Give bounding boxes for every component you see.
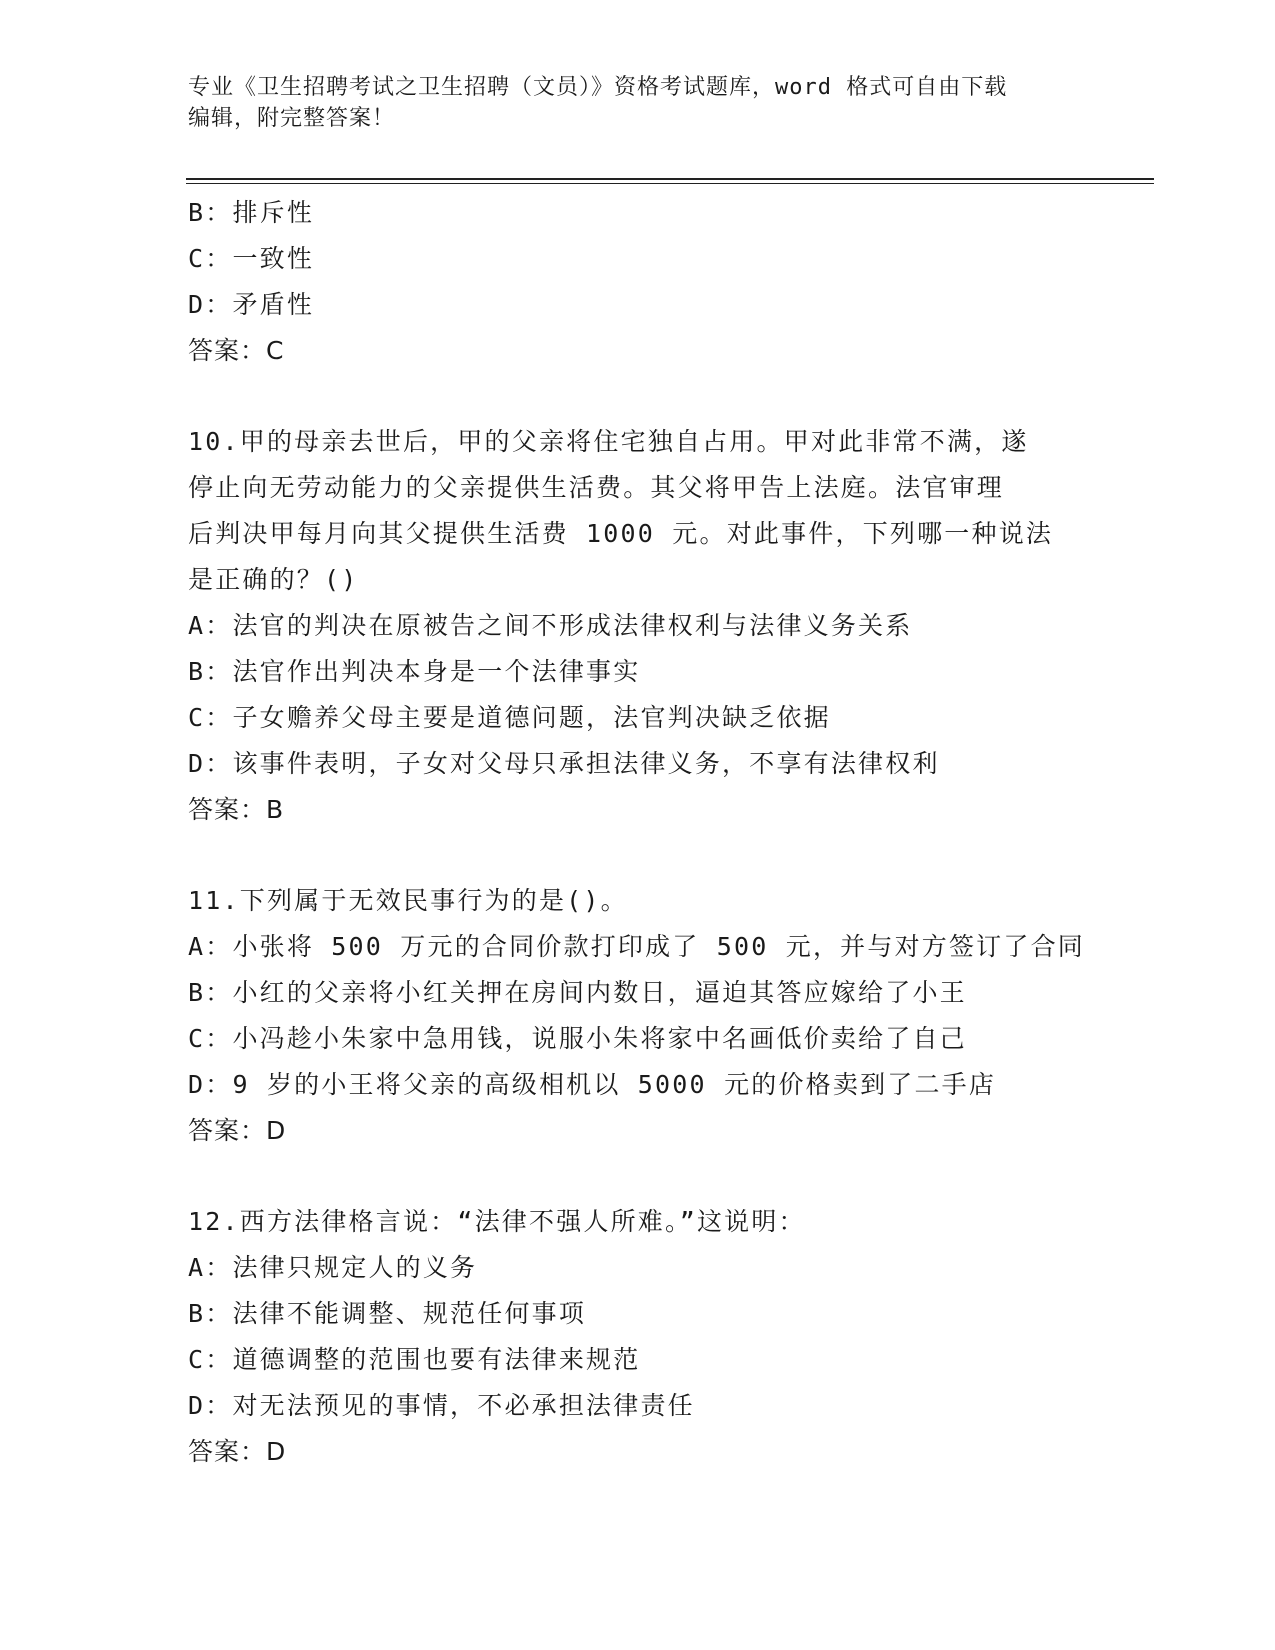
answer-line: 答案：D xyxy=(188,1437,287,1466)
question-9-tail xyxy=(188,190,1108,374)
option-b: B：法官作出判决本身是一个法律事实 xyxy=(188,657,641,686)
option-d: D：9 岁的小王将父亲的高级相机以 5000 元的价格卖到了二手店 xyxy=(188,1070,997,1099)
option-c: C：道德调整的范围也要有法律来规范 xyxy=(188,1345,641,1374)
option-a: A：法律只规定人的义务 xyxy=(188,1253,478,1282)
header-divider-thick xyxy=(186,178,1154,180)
header-line-2: 编辑，附完整答案！ xyxy=(188,106,396,131)
question-stem-line: 10.甲的母亲去世后，甲的父亲将住宅独自占用。甲对此非常不满，遂 xyxy=(188,427,1029,456)
option-d: D：该事件表明，子女对父母只承担法律义务，不享有法律权利 xyxy=(188,749,940,778)
option-c: C：小冯趁小朱家中急用钱，说服小朱将家中名画低价卖给了自己 xyxy=(188,1024,967,1053)
question-stem-line: 停止向无劳动能力的父亲提供生活费。其父将甲告上法庭。法官审理 xyxy=(188,473,1005,502)
answer-line: 答案：B xyxy=(188,795,285,824)
answer-line: 答案：D xyxy=(188,1116,287,1145)
question-content xyxy=(188,190,1108,1475)
header-line-1: 专业《卫生招聘考试之卫生招聘（文员）》资格考试题库，word 格式可自由下载 xyxy=(188,75,1008,100)
question-stem-line: 后判决甲每月向其父提供生活费 1000 元。对此事件，下列哪一种说法 xyxy=(188,519,1054,548)
option-c: C：一致性 xyxy=(188,244,315,273)
option-b: B：小红的父亲将小红关押在房间内数日，逼迫其答应嫁给了小王 xyxy=(188,978,967,1007)
answer-line: 答案：C xyxy=(188,336,285,365)
option-a: A：小张将 500 万元的合同价款打印成了 500 元，并与对方签订了合同 xyxy=(188,932,1085,961)
option-c: C：子女赡养父母主要是道德问题，法官判决缺乏依据 xyxy=(188,703,831,732)
question-stem-line: 12.西方法律格言说：“法律不强人所难。”这说明： xyxy=(188,1207,806,1236)
question-11 xyxy=(188,878,1108,1154)
option-b: B：法律不能调整、规范任何事项 xyxy=(188,1299,587,1328)
header-divider-thin xyxy=(186,183,1154,184)
option-b: B：排斥性 xyxy=(188,198,315,227)
option-d: D：对无法预见的事情，不必承担法律责任 xyxy=(188,1391,695,1420)
question-10 xyxy=(188,419,1108,833)
option-d: D：矛盾性 xyxy=(188,290,315,319)
question-12 xyxy=(188,1199,1108,1475)
question-stem-line: 11.下列属于无效民事行为的是()。 xyxy=(188,886,628,915)
document-header xyxy=(188,72,1088,134)
question-stem-line: 是正确的？() xyxy=(188,565,359,594)
option-a: A：法官的判决在原被告之间不形成法律权利与法律义务关系 xyxy=(188,611,913,640)
